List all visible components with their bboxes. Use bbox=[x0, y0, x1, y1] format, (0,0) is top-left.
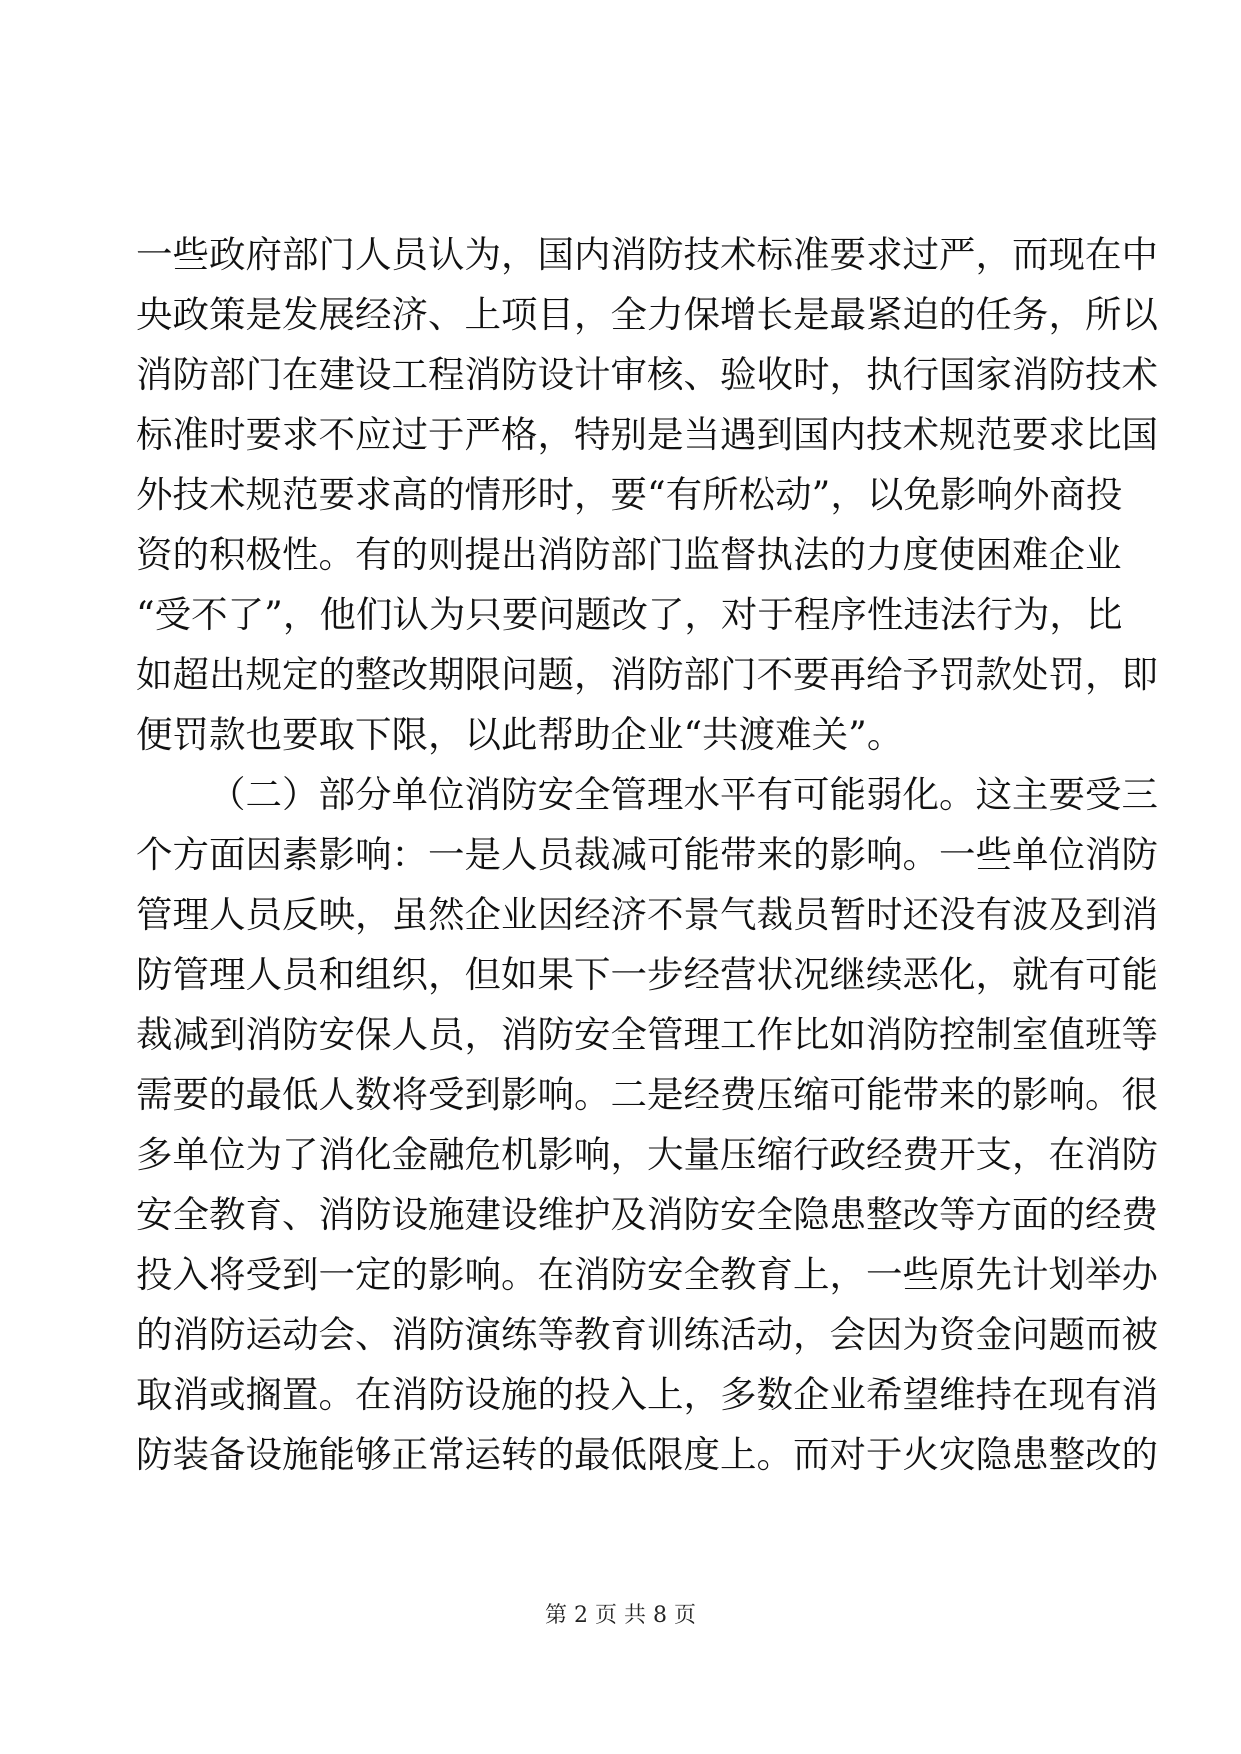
text-line: 取消或搁置。在消防设施的投入上，多数企业希望维持在现有消 bbox=[136, 1373, 1158, 1416]
text-line: 如超出规定的整改期限问题，消防部门不要再给予罚款处罚，即 bbox=[136, 653, 1158, 696]
document-body bbox=[136, 225, 1158, 1485]
text-line: 消防部门在建设工程消防设计审核、验收时，执行国家消防技术 bbox=[136, 353, 1158, 396]
text-line: 的消防运动会、消防演练等教育训练活动，会因为资金问题而被 bbox=[136, 1313, 1158, 1356]
text-line: （二）部分单位消防安全管理水平有可能弱化。这主要受三 bbox=[209, 773, 1158, 816]
text-line: 裁减到消防安保人员，消防安全管理工作比如消防控制室值班等 bbox=[136, 1013, 1158, 1056]
text-line: 个方面因素影响：一是人员裁减可能带来的影响。一些单位消防 bbox=[136, 833, 1158, 876]
text-line: 资的积极性。有的则提出消防部门监督执法的力度使困难企业 bbox=[136, 533, 1122, 576]
paragraph-1 bbox=[136, 225, 1158, 765]
text-line: 央政策是发展经济、上项目，全力保增长是最紧迫的任务，所以 bbox=[136, 293, 1158, 336]
text-line: 外技术规范要求高的情形时，要“有所松动”，以免影响外商投 bbox=[136, 473, 1123, 516]
text-line: 安全教育、消防设施建设维护及消防安全隐患整改等方面的经费 bbox=[136, 1193, 1158, 1236]
text-line: 投入将受到一定的影响。在消防安全教育上，一些原先计划举办 bbox=[136, 1253, 1158, 1296]
text-line: 防管理人员和组织，但如果下一步经营状况继续恶化，就有可能 bbox=[136, 953, 1158, 996]
paragraph-2 bbox=[136, 765, 1158, 1485]
text-line: “受不了”，他们认为只要问题改了，对于程序性违法行为，比 bbox=[136, 593, 1123, 636]
text-line: 防装备设施能够正常运转的最低限度上。而对于火灾隐患整改的 bbox=[136, 1433, 1158, 1476]
text-line: 标准时要求不应过于严格，特别是当遇到国内技术规范要求比国 bbox=[136, 413, 1158, 456]
page-footer: 第 2 页 共 8 页 bbox=[545, 1603, 696, 1628]
text-line: 一些政府部门人员认为，国内消防技术标准要求过严，而现在中 bbox=[136, 233, 1158, 276]
text-line: 便罚款也要取下限，以此帮助企业“共渡难关”。 bbox=[136, 713, 904, 756]
text-line: 需要的最低人数将受到影响。二是经费压缩可能带来的影响。很 bbox=[136, 1073, 1158, 1116]
text-line: 多单位为了消化金融危机影响，大量压缩行政经费开支，在消防 bbox=[136, 1133, 1158, 1176]
text-line: 管理人员反映，虽然企业因经济不景气裁员暂时还没有波及到消 bbox=[136, 893, 1158, 936]
